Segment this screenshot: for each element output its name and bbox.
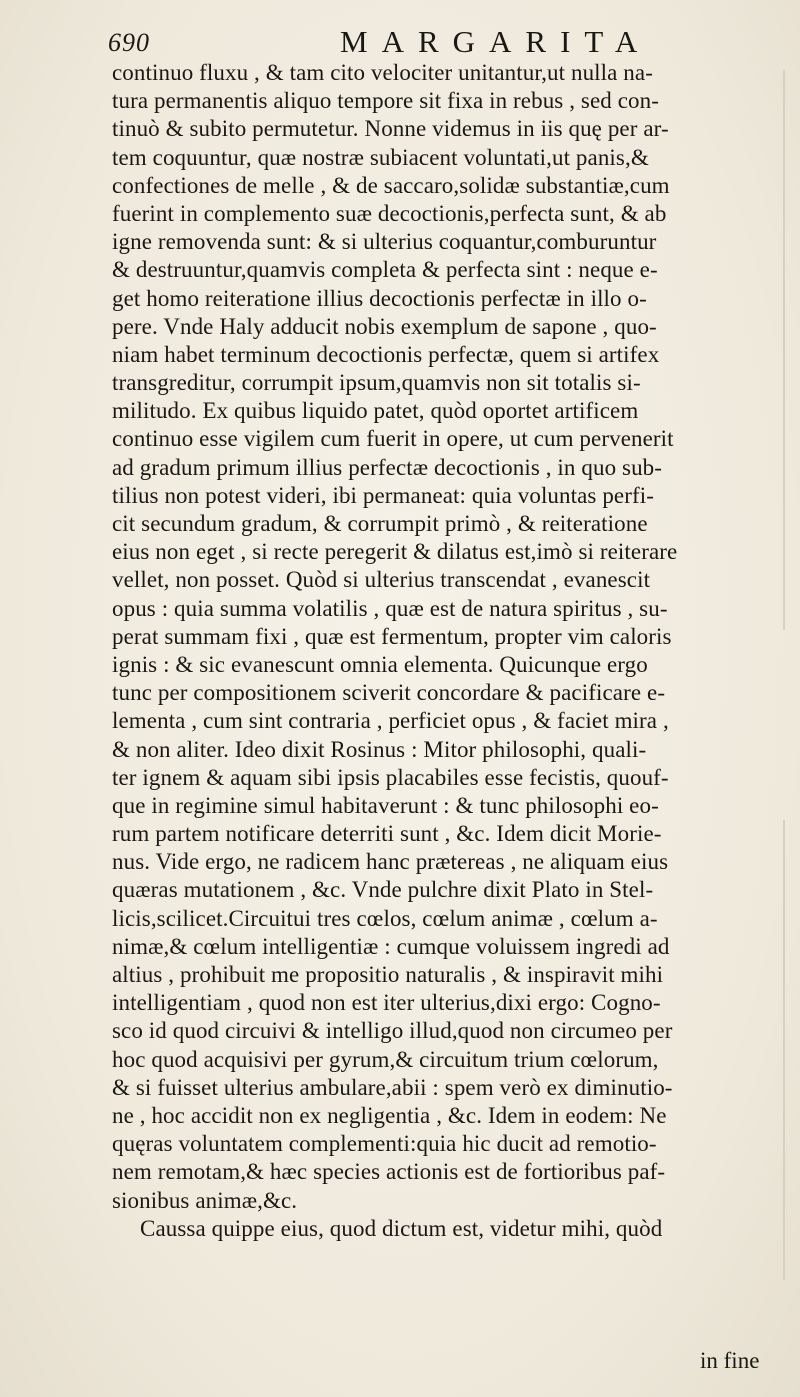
- text-line: continuo fluxu , & tam cito velociter unitantur,ut nulla na-: [112, 60, 653, 85]
- page-number: 690: [108, 28, 150, 57]
- text-line: hoc quod acquisivi per gyrum,& circuitum trium cœlorum,: [112, 1046, 659, 1072]
- text-line: nus. Vide ergo, ne radicem hanc prætereas , ne aliquam eius: [112, 849, 669, 875]
- text-line: ne , hoc accidit non ex negligentia , &c. Idem in eodem: Ne: [112, 1102, 667, 1128]
- text-line: tem coquuntur, quæ nostræ subiacent voluntati,ut panis,&: [112, 144, 649, 170]
- text-line: & destruuntur,quamvis completa & perfecta sint : neque e-: [112, 257, 658, 283]
- text-line: nimæ,& cœlum intelligentiæ : cumque voluissem ingredi ad: [112, 933, 670, 959]
- text-line: altius , prohibuit me propositio naturalis , & inspiravit mihi: [112, 962, 664, 987]
- text-line: perat summam fixi , quæ est fermentum, propter vim caloris: [112, 623, 672, 649]
- text-line: intelligentiam , quod non est iter ulterius,dixi ergo: Cogno-: [112, 990, 661, 1016]
- body-text: [112, 59, 800, 1243]
- text-line: confectiones de melle , & de saccaro,solidæ substantiæ,cum: [112, 172, 670, 198]
- text-line: tinuò & subito permutetur. Nonne videmus in iis quę per ar-: [112, 116, 669, 142]
- text-line: tilius non potest videri, ibi permaneat: quia voluntas perfi-: [112, 482, 655, 508]
- text-line: fuerint in complemento suæ decoctionis,perfecta sunt, & ab: [112, 200, 667, 226]
- page-header: [108, 22, 768, 58]
- text-line: opus : quia summa volatilis , quæ est de natura spiritus , su-: [112, 595, 668, 621]
- text-line: igne removenda sunt: & si ulterius coquantur,comburuntur: [112, 229, 657, 255]
- text-line: niam habet terminum decoctionis perfectæ, quem si artifex: [112, 341, 660, 367]
- text-line: nem remotam,& hæc species actionis est de fortioribus paf-: [112, 1159, 666, 1185]
- text-line: transgreditur, corrumpit ipsum,quamvis non sit totalis si-: [112, 370, 641, 396]
- text-line: lementa , cum sint contraria , perficiet opus , & faciet mira ,: [112, 708, 669, 734]
- text-line: ad gradum primum illius perfectæ decoctionis , in quo sub-: [112, 454, 663, 480]
- text-line: Caussa quippe eius, quod dictum est, videtur mihi, quòd: [140, 1215, 663, 1241]
- page-edge-shadow: [783, 820, 785, 1280]
- text-line: continuo esse vigilem cum fuerit in opere, ut cum pervenerit: [112, 426, 674, 452]
- text-line: sco id quod circuivi & intelligo illud,quod non circumeo per: [112, 1018, 673, 1044]
- text-line: rum partem notificare deterriti sunt , &c. Idem dicit Morie-: [112, 821, 662, 847]
- text-line: quęras voluntatem complementi:quia hic ducit ad remotio-: [112, 1131, 657, 1157]
- text-line: sionibus animæ,&c.: [112, 1187, 298, 1213]
- text-line: tura permanentis aliquo tempore sit fixa in rebus , sed con-: [112, 88, 659, 114]
- text-line: militudo. Ex quibus liquido patet, quòd oportet artificem: [112, 398, 639, 424]
- text-line: tunc per compositionem sciverit concordare & pacificare e-: [112, 680, 666, 706]
- text-line: ignis : & sic evanescunt omnia elementa. Quicunque ergo: [112, 651, 648, 677]
- text-line: pere. Vnde Haly adducit nobis exemplum de sapone , quo-: [112, 313, 657, 339]
- text-line: licis,scilicet.Circuitui tres cœlos, cœlum animæ , cœlum a-: [112, 905, 658, 931]
- catchword: in fine: [700, 1348, 760, 1373]
- text-line: get homo reiteratione illius decoctionis perfectæ in illo o-: [112, 285, 647, 311]
- page-edge-shadow: [783, 70, 785, 630]
- text-line: quæras mutationem , &c. Vnde pulchre dixit Plato in Stel-: [112, 877, 654, 903]
- text-line: vellet, non posset. Quòd si ulterius transcendat , evanescit: [112, 567, 651, 593]
- text-line: & si fuisset ulterius ambulare,abii : spem verò ex diminutio-: [112, 1074, 673, 1100]
- text-line: que in regimine simul habitaverunt : & tunc philosophi eo-: [112, 792, 659, 818]
- text-line: cit secundum gradum, & corrumpit primò , & reiteratione: [112, 511, 648, 536]
- text-line: eius non eget , si recte peregerit & dilatus est,imò si reiterare: [112, 539, 678, 565]
- text-line: ter ignem & aquam sibi ipsis placabiles esse fecistis, quouf-: [112, 764, 669, 790]
- running-head: MARGARITA: [340, 24, 652, 59]
- text-line: & non aliter. Ideo dixit Rosinus : Mitor philosophi, quali-: [112, 736, 647, 762]
